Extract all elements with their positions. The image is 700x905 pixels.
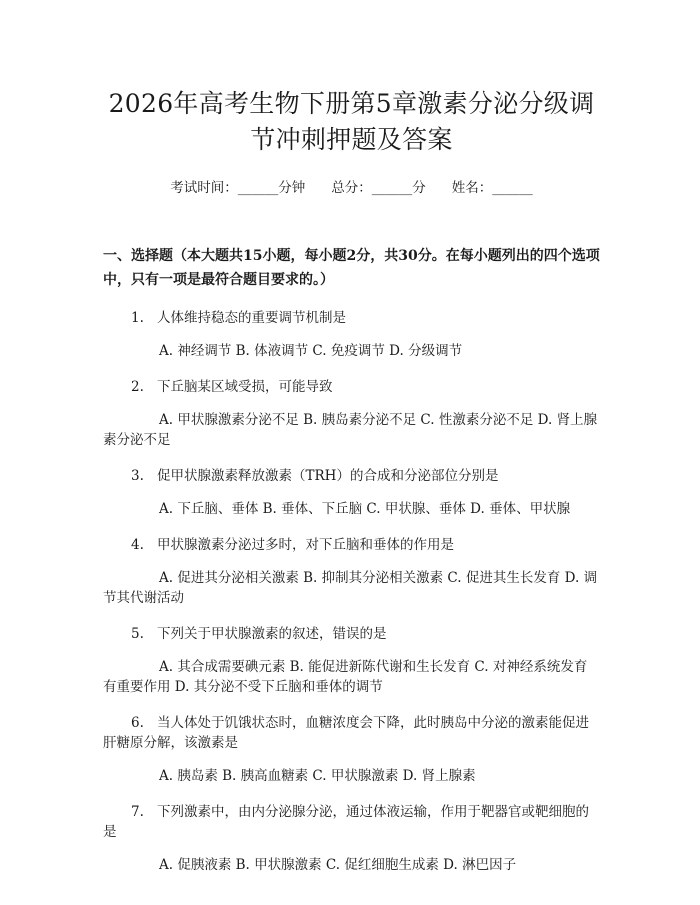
question-1-options: A. 神经调节 B. 体液调节 C. 免疫调节 D. 分级调节 (159, 343, 463, 359)
question-text: 下列关于甲状腺激素的叙述，错误的是 (157, 626, 387, 642)
question-number: 7. (131, 804, 144, 820)
question-2-stem (103, 377, 600, 397)
question-text: 下丘脑某区域受损，可能导致 (157, 379, 333, 395)
question-5-stem (103, 624, 600, 644)
page-title: 2026年高考生物下册第5章激素分泌分级调节冲刺押题及答案 (108, 89, 595, 154)
question-number: 1. (131, 310, 144, 326)
question-number: 3. (131, 468, 144, 484)
question-number: 6. (131, 715, 144, 731)
exam-score: 总分：______分 (331, 180, 426, 196)
question-3-stem (103, 466, 600, 486)
question-number: 5. (131, 626, 144, 642)
exam-name: 姓名：______ (451, 180, 533, 196)
question-4-stem (103, 535, 600, 555)
question-3-options: A. 下丘脑、垂体 B. 垂体、下丘脑 C. 甲状腺、垂体 D. 垂体、甲状腺 (159, 501, 571, 517)
question-6-stem (103, 713, 600, 753)
exam-meta (103, 178, 600, 198)
question-2-options: A. 甲状腺激素分泌不足 B. 胰岛素分泌不足 C. 性激素分泌不足 D. 肾上腺素分泌不足 (103, 412, 598, 448)
question-4-options: A. 促进其分泌相关激素 B. 抑制其分泌相关激素 C. 促进其生长发育 D. 调节其代谢活动 (103, 570, 598, 606)
question-5-options: A. 其合成需要碘元素 B. 能促进新陈代谢和生长发育 C. 对神经系统发育有重要作用 D. 其分泌不受下丘脑和垂体的调节 (103, 659, 588, 695)
question-7-stem (103, 802, 600, 842)
question-7-options: A. 促胰液素 B. 甲状腺激素 C. 促红细胞生成素 D. 淋巴因子 (159, 857, 517, 873)
question-text: 下列激素中，由内分泌腺分泌，通过体液运输，作用于靶器官或靶细胞的是 (103, 804, 589, 840)
question-text: 促甲状腺激素释放激素（TRH）的合成和分泌部位分别是 (157, 468, 499, 484)
question-number: 2. (131, 379, 144, 395)
section-heading: 一、选择题（本大题共15小题，每小题2分，共30分。在每小题列出的四个选项中，只有一项是最符合题目要求的。） (103, 248, 600, 288)
question-number: 4. (131, 537, 144, 553)
question-text: 人体维持稳态的重要调节机制是 (157, 310, 346, 326)
question-list (103, 308, 600, 875)
exam-time: 考试时间：______分钟 (170, 180, 306, 196)
question-text: 甲状腺激素分泌过多时，对下丘脑和垂体的作用是 (157, 537, 454, 553)
question-1-stem (103, 308, 600, 328)
question-6-options: A. 胰岛素 B. 胰高血糖素 C. 甲状腺激素 D. 肾上腺素 (159, 768, 476, 784)
question-text: 当人体处于饥饿状态时，血糖浓度会下降，此时胰岛中分泌的激素能促进肝糖原分解，该激素是 (103, 715, 589, 751)
